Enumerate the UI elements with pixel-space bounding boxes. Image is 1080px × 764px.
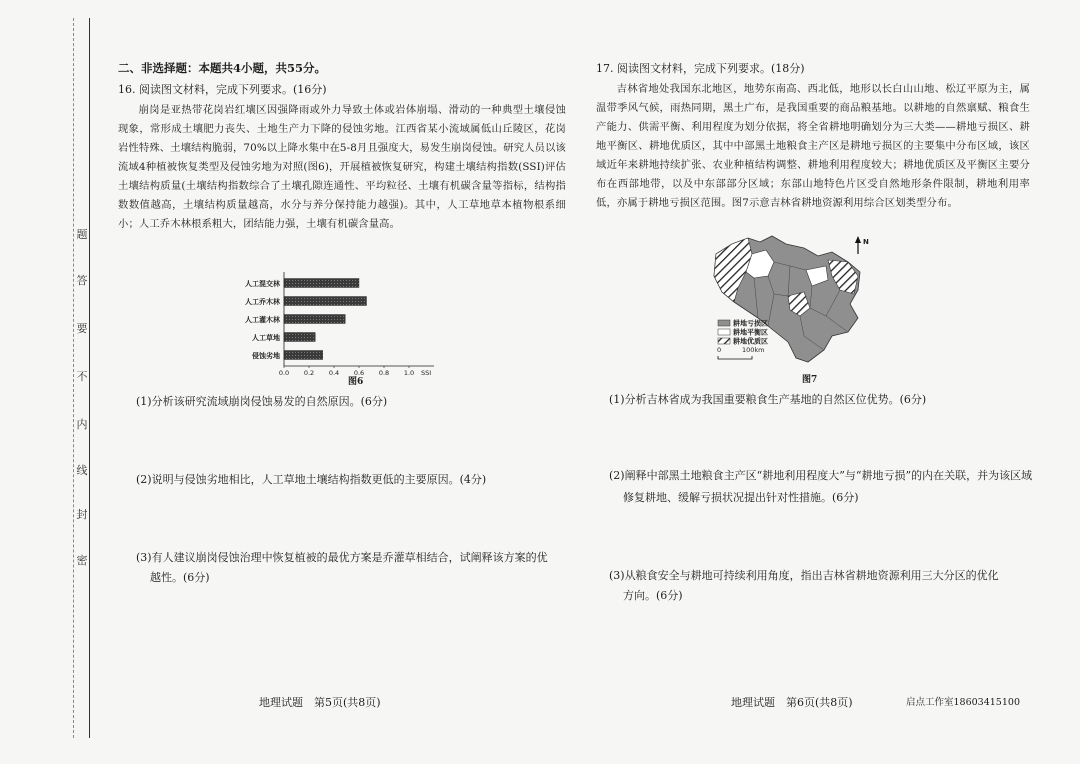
- figure-6-caption: 图6: [348, 377, 364, 387]
- legend-swatch-deficit: [718, 320, 730, 326]
- seal-char: 答: [76, 274, 88, 287]
- question-17-sub2-line1: (2)阐释中部黑土地粮食主产区“耕地利用程度大”与“耕地亏损”的内在关联，并为该区域: [609, 469, 1033, 482]
- question-16-sub2: (2)说明与侵蚀劣地相比，人工草地土壤结构指数更低的主要原因。(4分): [136, 473, 487, 486]
- x-tick-label: 0.2: [303, 369, 315, 377]
- binding-strip: [0, 0, 92, 764]
- category-label: 人工草地: [252, 334, 280, 342]
- question-16-material: 崩岗是亚热带花岗岩红壤区因强降雨或外力导致土体或岩体崩塌、滑动的一种典型土壤侵蚀现象，常形成土壤肥力丧失、土地生产力下降的侵蚀劣地。江西省某小流域属低山丘陵区，花岗岩性特殊、土壤结构脆弱，70%以上降水集中在5-8月且强度大，易发生崩岗侵蚀。研究人员以该流域4种植被恢复类型及侵蚀劣地为对照(图6)，开展植被恢复研究，构建土壤结构指数(SSI)评估土壤结构质量(土壤结构指数综合了土壤孔隙连通性、平均粒径、土壤有机碳含量等指标，结构指数数值越高，土壤结构质量越高，水分与养分保持能力越强)。其中，人工草地草本植物根系细小；人工乔木林根系粗大，团结能力强，土壤有机碳含量高。: [118, 104, 566, 230]
- right-page-footer: 地理试题 第6页(共8页): [731, 696, 853, 709]
- x-tick-label: 0.8: [378, 369, 390, 377]
- category-label: 人工灌木林: [245, 316, 280, 324]
- section-title: 二、非选择题：本题共4小题，共55分。: [118, 61, 327, 75]
- seal-char: 题: [76, 228, 88, 241]
- seal-char: 封: [76, 508, 88, 521]
- binding-solid-line: [89, 18, 90, 738]
- question-16-sub3-line2: 越性。(6分): [150, 571, 210, 584]
- figure-7-map: [708, 232, 880, 370]
- scale-label-zero: 0: [717, 346, 722, 354]
- north-arrow-head-icon: [855, 236, 861, 243]
- bar: [284, 315, 345, 324]
- x-tick-label: 1.0: [403, 369, 415, 377]
- question-16-head: 16. 阅读图文材料，完成下列要求。(16分): [118, 83, 327, 96]
- bar: [284, 297, 367, 306]
- category-label: 侵蚀劣地: [252, 352, 280, 360]
- question-17-sub3-line2: 方向。(6分): [623, 589, 683, 602]
- category-label: 人工乔木林: [245, 298, 280, 306]
- category-label: 人工混交林: [245, 280, 280, 288]
- question-17-sub1: (1)分析吉林省成为我国重要粮食生产基地的自然区位优势。(6分): [609, 393, 927, 406]
- question-16-sub1: (1)分析该研究流域崩岗侵蚀易发的自然原因。(6分): [136, 395, 388, 408]
- studio-watermark: 启点工作室18603415100: [906, 697, 1020, 708]
- figure-7-caption: 图7: [802, 375, 818, 385]
- seal-char: 线: [76, 464, 88, 477]
- x-tick-label: 0.0: [278, 369, 290, 377]
- legend-swatch-balance: [718, 329, 730, 335]
- x-axis-label: SSI: [421, 369, 432, 377]
- x-tick-label: 0.4: [328, 369, 340, 377]
- question-17-material: 吉林省地处我国东北地区，地势东南高、西北低，地形以长白山山地、松辽平原为主，属温带季风气候，雨热同期，黑土广布，是我国重要的商品粮基地。以耕地的自然禀赋、粮食生产能力、供需平衡、利用程度为划分依据，将全省耕地明确划分为三大类——耕地亏损区、耕地平衡区、耕地优质区，其中中部黑土地粮食主产区是耕地亏损区的主要集中分布区域，该区域近年来耕地持续扩张、农业种植结构调整、耕地利用程度较大；耕地优质区及平衡区主要分布在西部地带，以及中东部部分区域；东部山地特色片区受自然地形条件限制，耕地利用率低，亦属于耕地亏损区范围。图7示意吉林省耕地资源利用综合区划类型分布。: [596, 83, 1030, 209]
- figure-6-bar-chart: [232, 268, 462, 386]
- question-16-sub3-line1: (3)有人建议崩岗侵蚀治理中恢复植被的最优方案是乔灌草相结合，试阐释该方案的优: [136, 551, 548, 564]
- seal-char: 要: [76, 322, 88, 335]
- legend-label-deficit: 耕地亏损区: [733, 319, 768, 328]
- bar: [284, 279, 359, 288]
- seal-char: 不: [76, 370, 88, 383]
- seal-char: 内: [76, 418, 88, 431]
- seal-char: 密: [76, 554, 88, 567]
- bar: [284, 333, 315, 342]
- left-page: [118, 60, 566, 234]
- question-17-head: 17. 阅读图文材料，完成下列要求。(18分): [596, 62, 805, 75]
- seal-dashed-line: [73, 18, 74, 738]
- legend-label-quality: 耕地优质区: [733, 337, 768, 346]
- legend-swatch-quality: [718, 338, 730, 344]
- legend-label-balance: 耕地平衡区: [733, 328, 768, 337]
- question-17-sub3-line1: (3)从粮食安全与耕地可持续利用角度，指出吉林省耕地资源利用三大分区的优化: [609, 569, 999, 582]
- question-17-sub2-line2: 修复耕地、缓解亏损状况提出针对性措施。(6分): [623, 491, 859, 504]
- north-label: N: [863, 238, 869, 246]
- scale-bar: [718, 356, 752, 359]
- scale-label-distance: 100km: [742, 346, 765, 354]
- left-page-footer: 地理试题 第5页(共8页): [259, 696, 381, 709]
- bar: [284, 351, 323, 360]
- right-page: [596, 60, 1030, 213]
- x-tick-label: 0.6: [353, 369, 365, 377]
